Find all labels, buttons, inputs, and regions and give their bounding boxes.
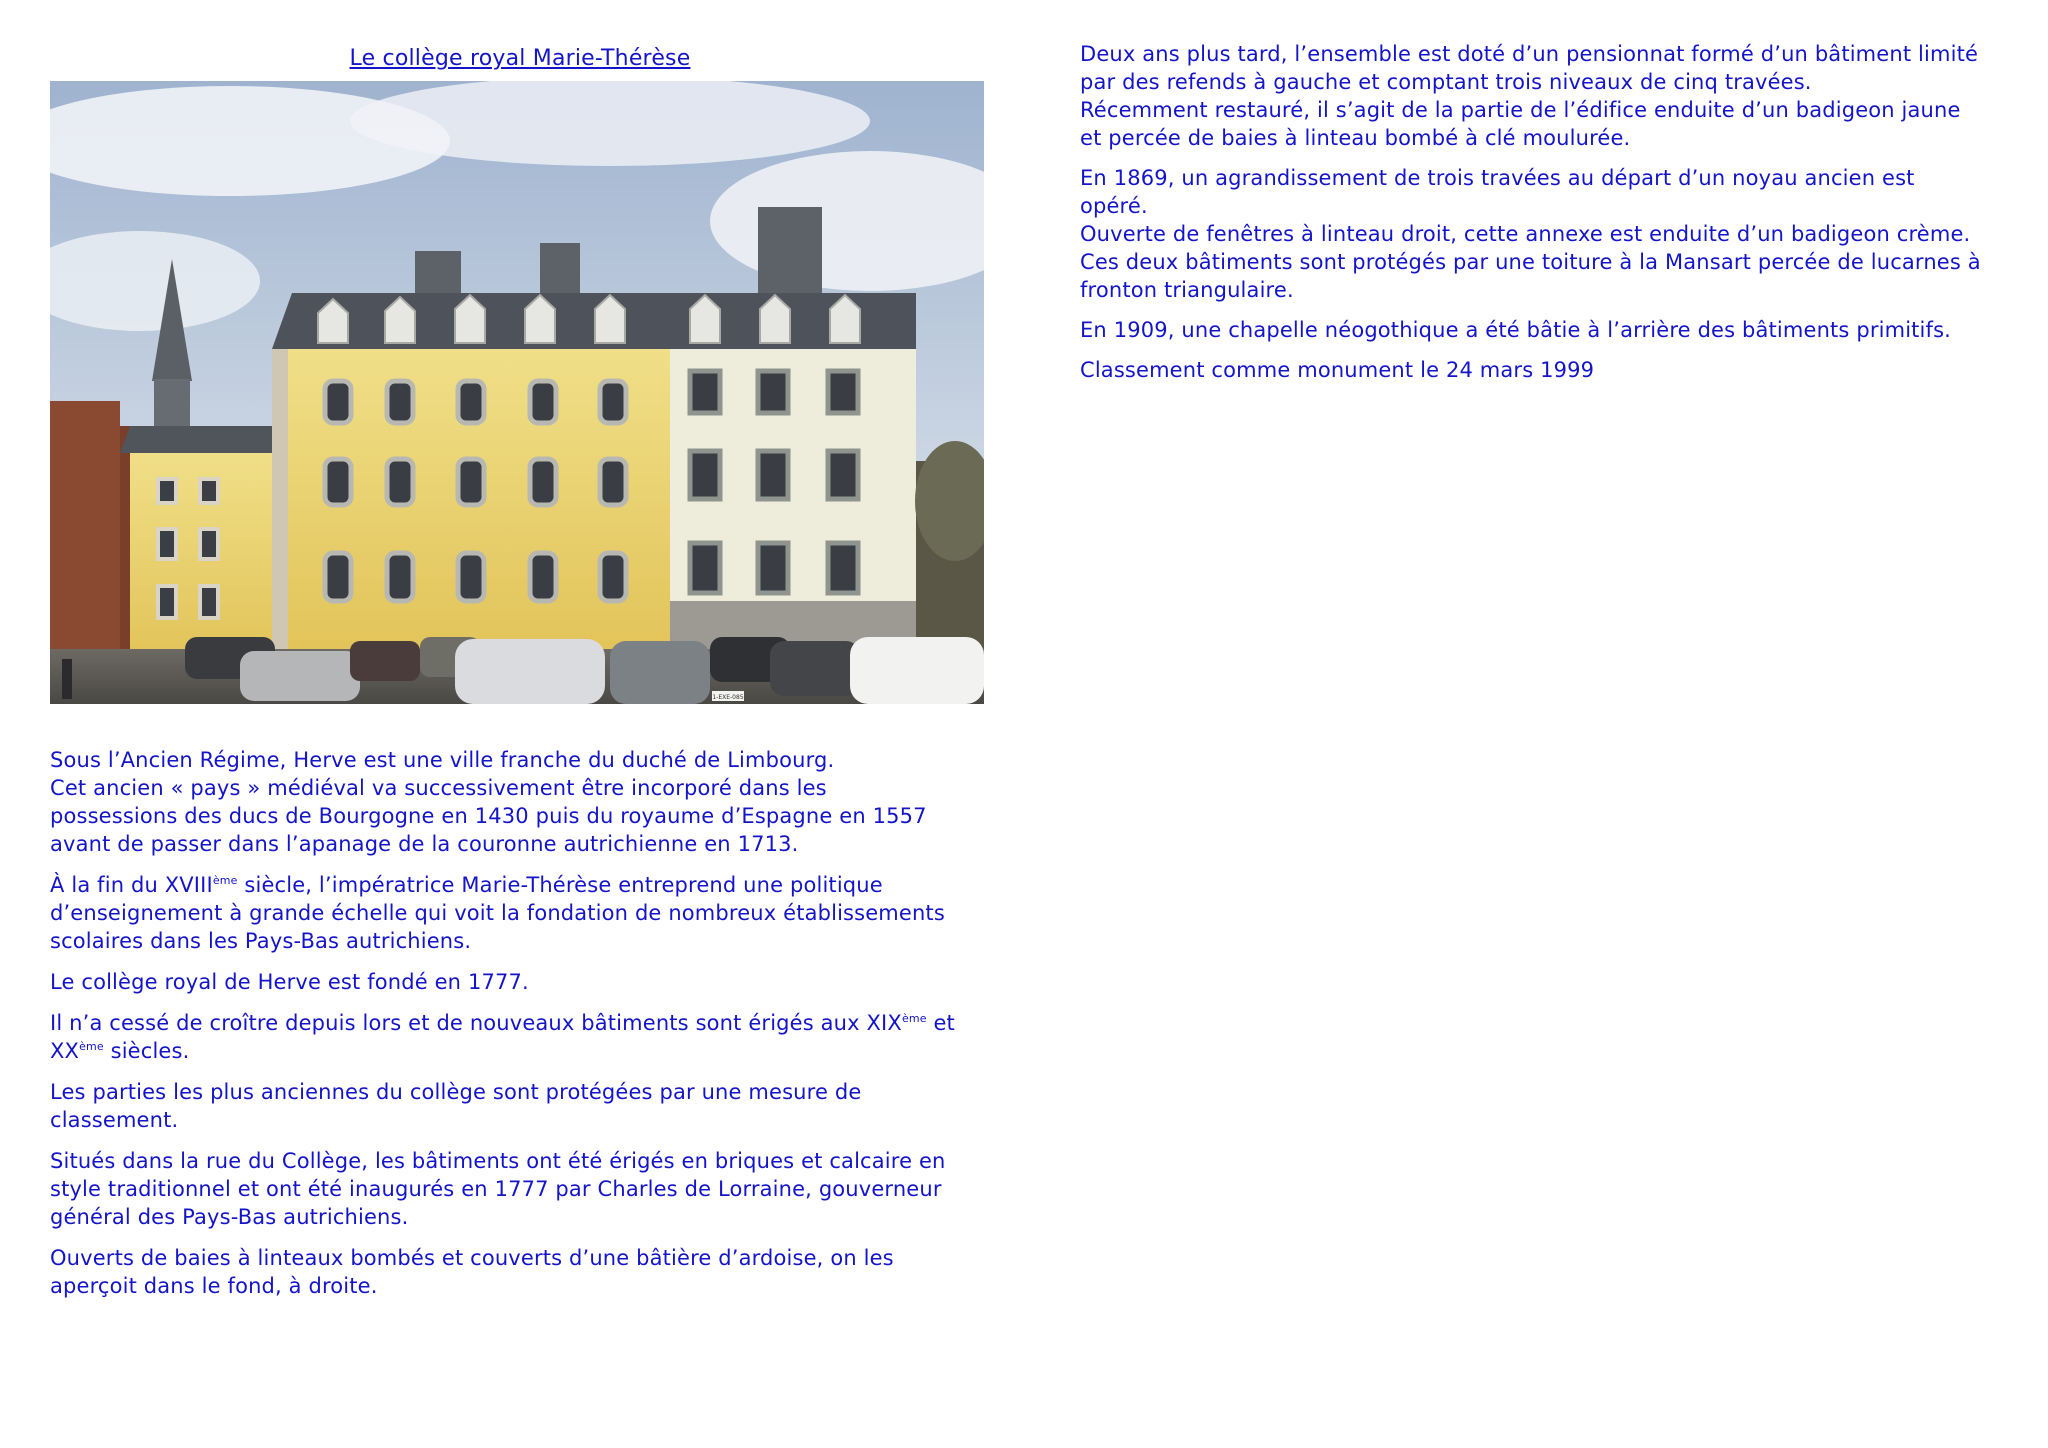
- text-line: possessions des ducs de Bourgogne en 1430 puis du royaume d’Espagne en 1557: [50, 804, 927, 828]
- paragraph-protection: [50, 1078, 990, 1134]
- text-line: Les parties les plus anciennes du collège sont protégées par une mesure de: [50, 1080, 862, 1104]
- text-line: Sous l’Ancien Régime, Herve est une ville franche du duché de Limbourg.: [50, 748, 835, 772]
- text-fragment: siècle, l’impératrice Marie-Thérèse entreprend une politique: [237, 873, 883, 897]
- text-line: aperçoit dans le fond, à droite.: [50, 1274, 378, 1298]
- text-line: avant de passer dans l’apanage de la couronne autrichienne en 1713.: [50, 832, 799, 856]
- text-line: En 1869, un agrandissement de trois travées au départ d’un noyau ancien est: [1080, 166, 1915, 190]
- text-line: fronton triangulaire.: [1080, 278, 1294, 302]
- text-line: Ouverts de baies à linteaux bombés et couverts d’une bâtière d’ardoise, on les: [50, 1246, 894, 1270]
- paragraph-construction: [50, 1147, 990, 1231]
- text-fragment: siècles.: [103, 1039, 190, 1063]
- text-fragment: Il n’a cessé de croître depuis lors et de nouveaux bâtiments sont érigés aux XIX: [50, 1011, 902, 1035]
- paragraph-classement: Classement comme monument le 24 mars 1999: [1080, 358, 1595, 382]
- paragraph-baies: [50, 1244, 990, 1300]
- text-fragment: À la fin du XVIII: [50, 873, 213, 897]
- paragraph-chapelle: En 1909, une chapelle néogothique a été bâtie à l’arrière des bâtiments primitifs.: [1080, 318, 1952, 342]
- superscript: ème: [79, 1040, 104, 1053]
- text-line: classement.: [50, 1108, 179, 1132]
- paragraph-ancien-regime: [50, 746, 990, 858]
- license-plate-text: 1-EXE-085: [712, 694, 744, 701]
- page-title: Le collège royal Marie-Thérèse: [349, 46, 691, 71]
- left-text: [50, 746, 990, 1300]
- text-line: scolaires dans les Pays-Bas autrichiens.: [50, 929, 472, 953]
- text-fragment: et: [926, 1011, 955, 1035]
- superscript: ème: [901, 1012, 927, 1025]
- text-line: Cet ancien « pays » médiéval va successivement être incorporé dans les: [50, 776, 827, 800]
- text-line: Récemment restauré, il s’agit de la partie de l’édifice enduite d’un badigeon jaune: [1080, 98, 1961, 122]
- text-line: par des refends à gauche et comptant trois niveaux de cinq travées.: [1080, 70, 1812, 94]
- text-line: Deux ans plus tard, l’ensemble est doté d’un pensionnat formé d’un bâtiment limité: [1080, 42, 1979, 66]
- text-line: style traditionnel et ont été inaugurés en 1777 par Charles de Lorraine, gouverneur: [50, 1177, 942, 1201]
- text-line: Ces deux bâtiments sont protégés par une toiture à la Mansart percée de lucarnes à: [1080, 250, 1981, 274]
- paragraph-pensionnat: [1080, 40, 2030, 152]
- paragraph-marie-therese: [50, 871, 990, 955]
- paragraph-fondation: Le collège royal de Herve est fondé en 1777.: [50, 970, 529, 994]
- text-line: général des Pays-Bas autrichiens.: [50, 1205, 409, 1229]
- superscript: ème: [212, 874, 238, 887]
- text-line: Situés dans la rue du Collège, les bâtiments ont été érigés en briques et calcaire en: [50, 1149, 946, 1173]
- left-column: [50, 40, 990, 1313]
- text-fragment: XX: [50, 1039, 80, 1063]
- text-line: opéré.: [1080, 194, 1148, 218]
- text-line: d’enseignement à grande échelle qui voit la fondation de nombreux établissements: [50, 901, 945, 925]
- college-building-illustration: [50, 81, 984, 704]
- college-photo: [50, 81, 984, 704]
- paragraph-croissance: [50, 1009, 990, 1065]
- text-line: et percée de baies à linteau bombé à clé moulurée.: [1080, 126, 1631, 150]
- paragraph-agrandissement: [1080, 164, 2030, 304]
- text-line: Ouverte de fenêtres à linteau droit, cette annexe est enduite d’un badigeon crème.: [1080, 222, 1971, 246]
- right-column: [1080, 40, 2030, 396]
